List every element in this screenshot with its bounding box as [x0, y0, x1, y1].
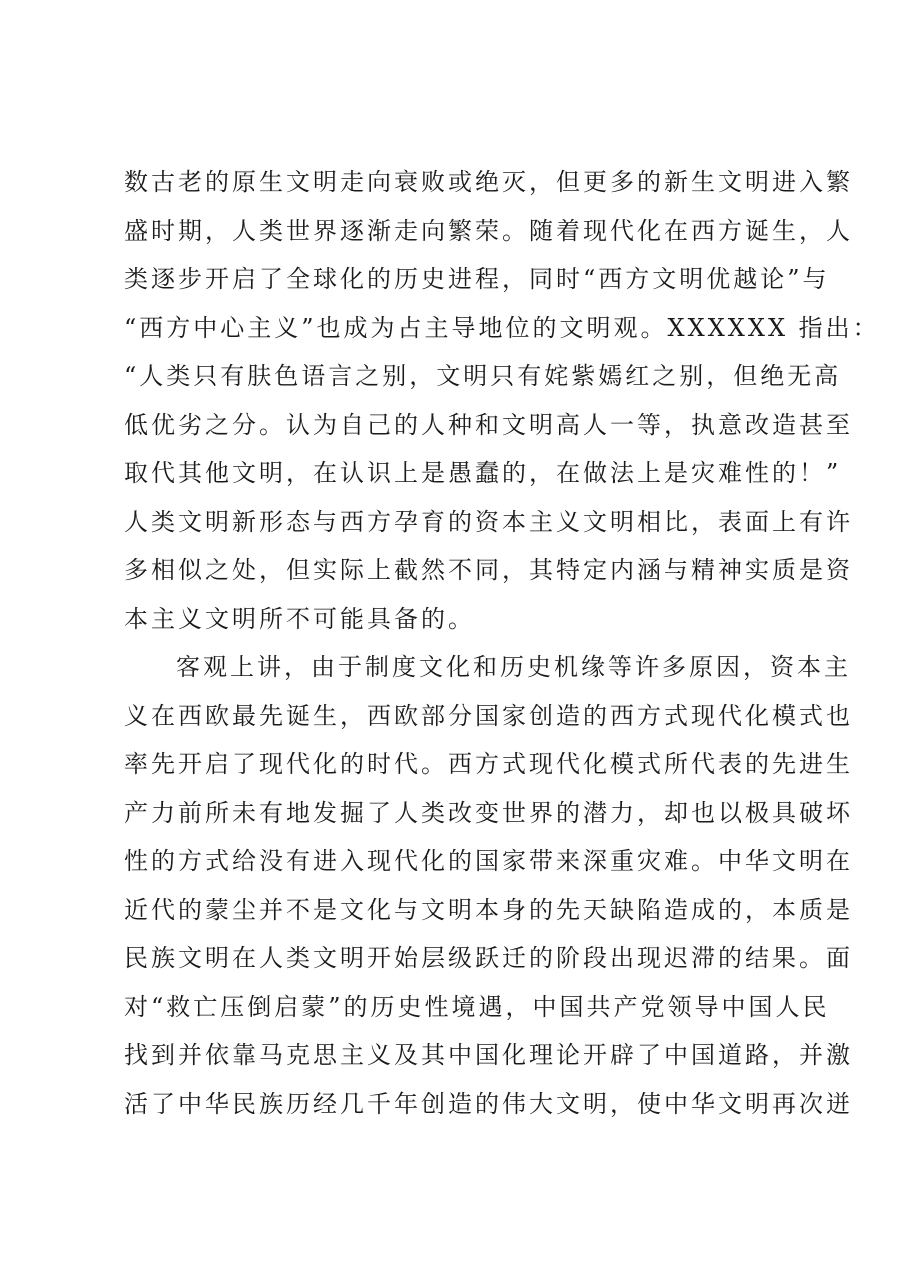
- text-line: 盛时期，人类世界逐渐走向繁荣。随着现代化在西方诞生，人: [124, 216, 853, 245]
- text-line: 近代的蒙尘并不是文化与文明本身的先天缺陷造成的，本质是: [124, 895, 853, 924]
- text-line: 多相似之处，但实际上截然不同，其特定内涵与精神实质是资: [124, 556, 853, 584]
- text-line: 产力前所未有地发掘了人类改变世界的潜力，却也以极具破坏: [124, 798, 853, 827]
- text-line: 类逐步开启了全球化的历史进程，同时“西方文明优越论”与: [124, 265, 830, 293]
- text-line: 取代其他文明，在认识上是愚蠢的，在做法上是灾难性的！”: [124, 459, 842, 487]
- paragraph-1: [124, 158, 880, 643]
- paragraph-2: [124, 643, 853, 1128]
- text-line: 低优劣之分。认为自己的人种和文明高人一等，执意改造甚至: [124, 410, 853, 439]
- text-line: 找到并依靠马克思主义及其中国化理论开辟了中国道路，并激: [124, 1041, 853, 1069]
- text-line: 对“救亡压倒启蒙”的历史性境遇，中国共产党领导中国人民: [124, 992, 830, 1021]
- text-line: 本主义文明所不可能具备的。: [124, 604, 475, 633]
- document-body: [124, 158, 880, 1128]
- text-line: 性的方式给没有进入现代化的国家带来深重灾难。中华文明在: [124, 847, 853, 875]
- text-line: 活了中华民族历经几千年创造的伟大文明，使中华文明再次迸: [124, 1089, 853, 1118]
- text-line: “人类只有肤色语言之别，文明只有姹紫嫣红之别，但绝无高: [124, 362, 842, 390]
- text-line: 民族文明在人类文明开始层级跃迁的阶段出现迟滞的结果。面: [124, 944, 853, 972]
- text-line: 数古老的原生文明走向衰败或绝灭，但更多的新生文明进入繁: [124, 168, 853, 196]
- text-line: 率先开启了现代化的时代。西方式现代化模式所代表的先进生: [124, 750, 853, 778]
- text-line: 客观上讲，由于制度文化和历史机缘等许多原因，资本主: [176, 653, 851, 681]
- text-line: 人类文明新形态与西方孕育的资本主义文明相比，表面上有许: [124, 507, 853, 536]
- text-line: “西方中心主义”也成为占主导地位的文明观。XXXXXX 指出：: [124, 313, 880, 342]
- text-line: 义在西欧最先诞生，西欧部分国家创造的西方式现代化模式也: [124, 701, 853, 730]
